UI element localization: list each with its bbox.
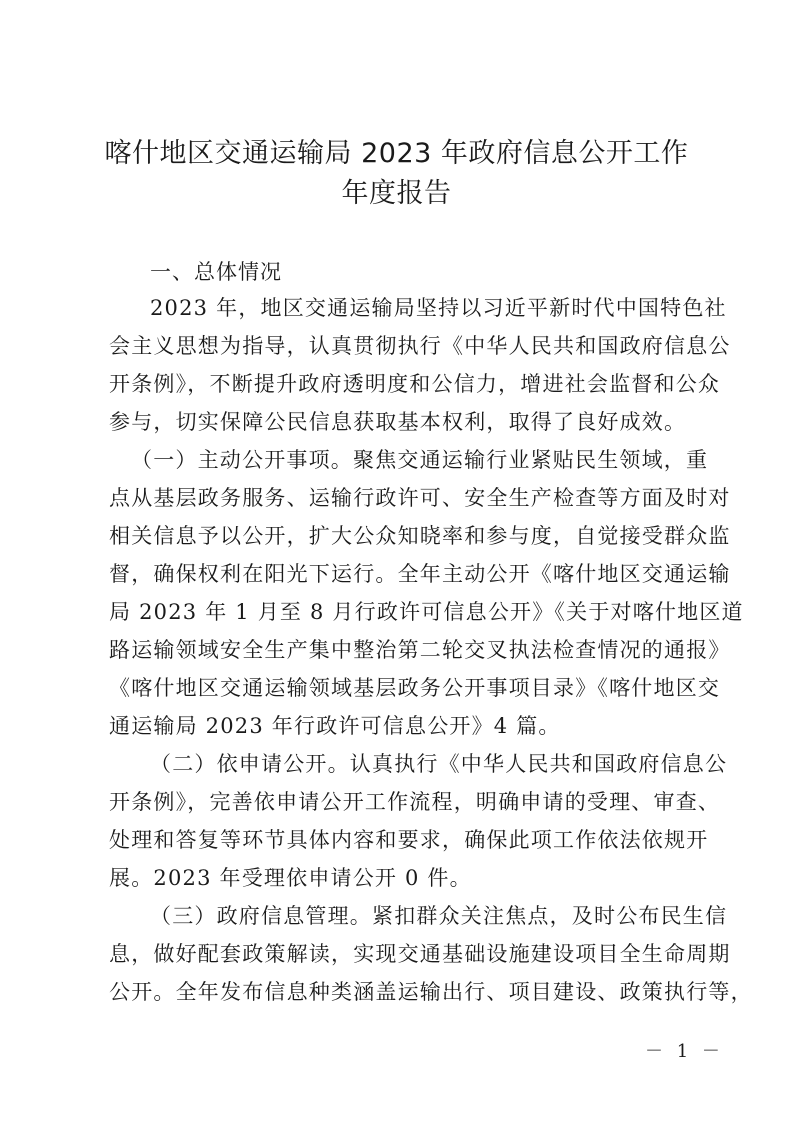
paragraph-line: 相关信息予以公开，扩大公众知晓率和参与度，自觉接受群众监 <box>109 524 731 548</box>
paragraph-line: （一）主动公开事项。聚焦交通运输行业紧贴民生领域，重 <box>131 448 709 472</box>
paragraph-line: 督，确保权利在阳光下运行。全年主动公开《喀什地区交通运输 <box>109 562 731 586</box>
paragraph-line: （二）依申请公开。认真执行《中华人民共和国政府信息公 <box>150 752 728 776</box>
paragraph-line: 处理和答复等环节具体内容和要求，确保此项工作依法依规开 <box>109 828 709 852</box>
paragraph-line: 开条例》，完善依申请公开工作流程，明确申请的受理、审查、 <box>109 790 721 814</box>
document-title-line-1: 喀什地区交通运输局 2023 年政府信息公开工作 <box>104 138 689 169</box>
document-title-line-2: 年度报告 <box>341 178 452 209</box>
section-heading: 一、总体情况 <box>150 260 282 284</box>
paragraph-line: 会主义思想为指导，认真贯彻执行《中华人民共和国政府信息公 <box>109 334 731 358</box>
paragraph-line: 局 2023 年 1 月至 8 月行政许可信息公开》《关于对喀什地区道 <box>109 600 744 624</box>
paragraph-line: 参与，切实保障公民信息获取基本权利，取得了良好成效。 <box>109 410 687 434</box>
paragraph-line: 点从基层政务服务、运输行政许可、安全生产检查等方面及时对 <box>109 486 731 510</box>
paragraph-line: 展。2023 年受理依申请公开 0 件。 <box>109 866 472 890</box>
paragraph-line: 2023 年，地区交通运输局坚持以习近平新时代中国特色社 <box>150 296 727 320</box>
paragraph-line: 公开。全年发布信息种类涵盖运输出行、项目建设、政策执行等， <box>109 980 753 1004</box>
paragraph-line: （三）政府信息管理。紧扣群众关注焦点，及时公布民生信 <box>150 904 728 928</box>
paragraph-line: 路运输领域安全生产集中整治第二轮交叉执法检查情况的通报》 <box>109 638 731 662</box>
paragraph-line: 开条例》，不断提升政府透明度和公信力，增进社会监督和公众 <box>109 372 721 396</box>
paragraph-line: 通运输局 2023 年行政许可信息公开》4 篇。 <box>109 714 561 738</box>
paragraph-line: 《喀什地区交通运输领域基层政务公开事项目录》《喀什地区交 <box>109 676 721 700</box>
paragraph-line: 息，做好配套政策解读，实现交通基础设施建设项目全生命周期 <box>109 942 731 966</box>
page-number: － 1 － <box>645 1041 724 1062</box>
